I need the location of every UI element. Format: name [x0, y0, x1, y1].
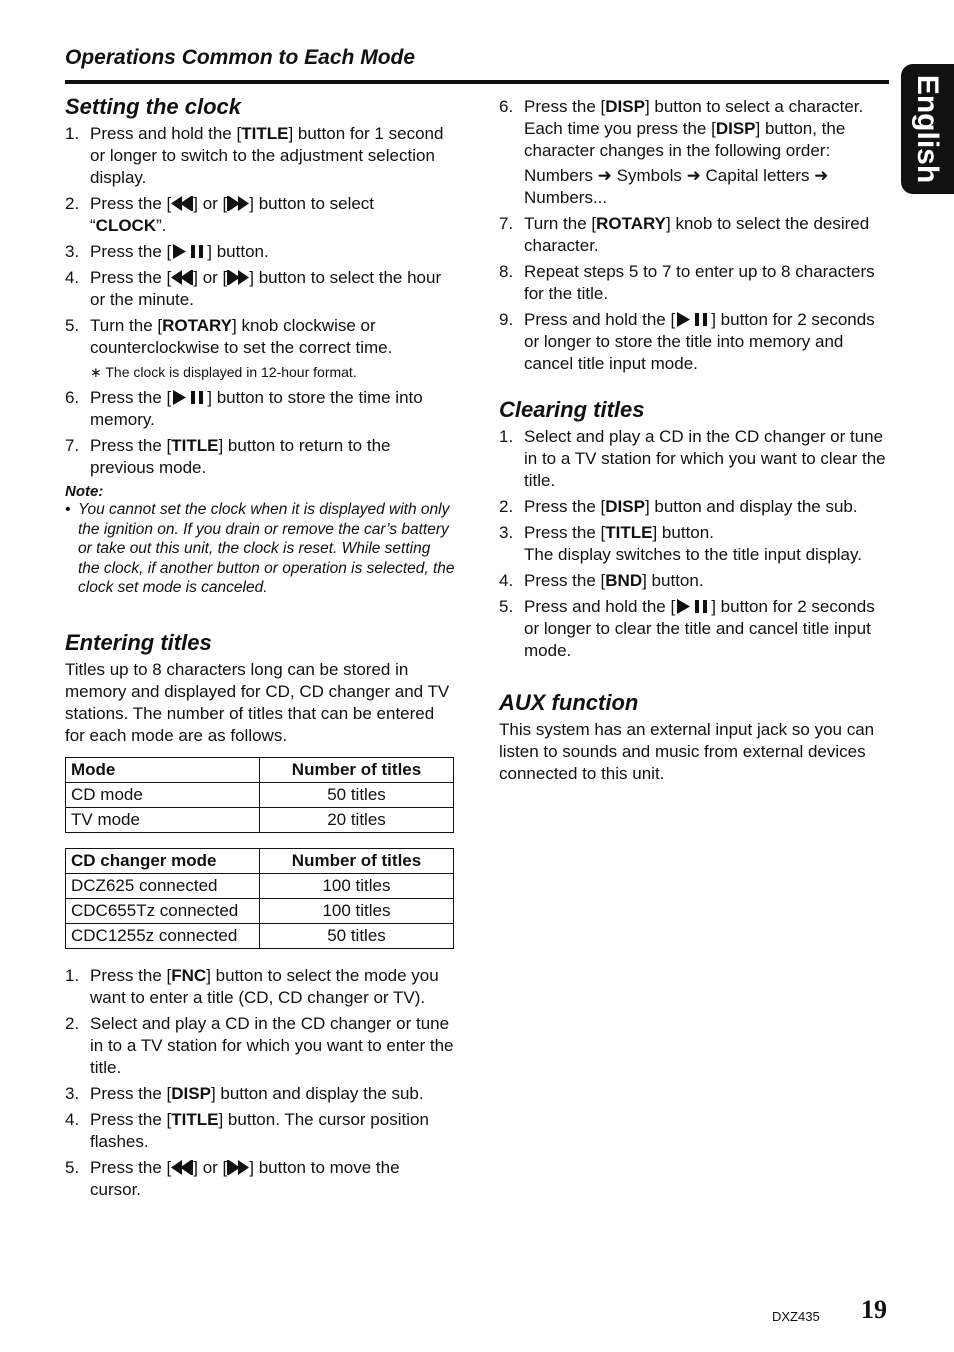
fast-forward-icon — [227, 270, 249, 285]
list-item: 2. Select and play a CD in the CD changer or tune in to a TV station for which you want to enter the title. — [65, 1013, 454, 1077]
clearing-section-title: Clearing titles — [499, 397, 645, 422]
list-item: 2. Press the [DISP] button and display the sub. — [499, 497, 858, 516]
table-row — [66, 923, 454, 948]
rewind-icon — [171, 196, 193, 211]
step-number: 3. — [65, 242, 80, 261]
clearing-steps — [499, 426, 894, 662]
step-number: 1. — [65, 124, 80, 143]
entering-intro: Titles up to 8 characters long can be stored in memory and displayed for CD, CD changer and TV stations. The number of titles that can be entered for each mode are as follows. — [65, 659, 450, 745]
clock-section-title: Setting the clock — [65, 94, 242, 119]
step-number: 5. — [499, 597, 514, 616]
list-item: 7. Press the [TITLE] button to return to the previous mode. — [65, 436, 391, 477]
table-cell: CDC655Tz connected — [66, 898, 260, 923]
list-item: 9. Press and hold the [ ] button for 2 seconds or longer to store the title into memory and cancel title input mode. — [499, 310, 875, 373]
character-order: Numbers ➜ Symbols ➜ Capital letters ➜ Numbers... — [524, 166, 829, 207]
page-header — [65, 46, 889, 84]
step-number: 8. — [499, 262, 514, 281]
list-item: 5. Press and hold the [ ] button for 2 seconds or longer to clear the title and cancel title input mode. — [499, 597, 875, 660]
table-cell: 20 titles — [260, 807, 454, 832]
step-number: 2. — [499, 497, 514, 516]
table-cell: 100 titles — [260, 873, 454, 898]
left-column — [65, 94, 455, 1205]
table-row — [66, 807, 454, 832]
list-item: 1. Select and play a CD in the CD changer or tune in to a TV station for which you want to clear the title. — [499, 427, 886, 490]
step-number: 2. — [65, 1013, 80, 1033]
list-item: 4. Press the [BND] button. — [499, 571, 704, 590]
entering-section-title: Entering titles — [65, 629, 212, 655]
list-item: 8. Repeat steps 5 to 7 to enter up to 8 characters for the title. — [499, 262, 875, 303]
table-row — [66, 782, 454, 807]
fast-forward-icon — [227, 196, 249, 211]
mode-titles-table — [65, 757, 454, 833]
list-item: 3. Press the [ ] button. — [65, 242, 269, 261]
note-title: Note: — [65, 483, 104, 500]
clock-format-note: ∗ The clock is displayed in 12-hour format. — [90, 364, 357, 380]
rewind-icon — [171, 270, 193, 285]
model-number: DXZ435 — [772, 1309, 820, 1324]
list-item: 1. Press the [FNC] button to select the mode you want to enter a title (CD, CD changer or TV). — [65, 965, 439, 1007]
play-pause-icon — [675, 599, 711, 614]
language-tab-label: English — [911, 74, 944, 184]
table-header: CD changer mode — [66, 848, 260, 873]
step-number: 4. — [65, 1109, 80, 1129]
clearing-step-detail: The display switches to the title input display. — [524, 545, 862, 564]
step-number: 5. — [65, 1157, 80, 1177]
language-tab — [901, 64, 954, 194]
table-header-row — [66, 848, 454, 873]
note-text: • You cannot set the clock when it is displayed with only the ignition on. If you drain or remove the car’s battery or take out this unit, the clock is reset. While setting the clock, if another button or operation is selected, the clock set mode is canceled. — [65, 501, 455, 596]
step-number: 7. — [499, 214, 514, 233]
header-title: Operations Common to Each Mode — [65, 46, 416, 69]
bullet: • — [65, 501, 71, 518]
step-number: 3. — [65, 1083, 80, 1103]
table-row — [66, 898, 454, 923]
aux-section-title: AUX function — [499, 690, 639, 715]
step-number: 2. — [65, 194, 80, 213]
step-number: 6. — [65, 388, 80, 407]
list-item: 3. Press the [TITLE] button. The display switches to the title input display. — [499, 522, 894, 566]
step-number: 4. — [65, 268, 80, 287]
entering-steps-continued — [499, 96, 894, 375]
play-pause-icon — [171, 390, 207, 405]
step-number: 7. — [65, 436, 80, 455]
clock-steps — [65, 123, 455, 479]
table-header: Number of titles — [260, 757, 454, 782]
play-pause-icon — [171, 244, 207, 259]
table-cell: 50 titles — [260, 782, 454, 807]
table-cell: CD mode — [66, 782, 260, 807]
play-pause-icon — [675, 312, 711, 327]
list-item: 7. Turn the [ROTARY] knob to select the desired character. — [499, 214, 870, 255]
table-cell: 50 titles — [260, 923, 454, 948]
table-cell: DCZ625 connected — [66, 873, 260, 898]
table-header: Mode — [66, 757, 260, 782]
step-number: 5. — [65, 316, 80, 335]
table-header-row — [66, 757, 454, 782]
list-item: 1. Press and hold the [TITLE] button for 1 second or longer to switch to the adjustment selection display. — [65, 124, 444, 187]
changer-titles-table — [65, 848, 454, 949]
table-header: Number of titles — [260, 848, 454, 873]
list-item: 2. Press the [ ] or [ ] button to select “CLOCK”. — [65, 194, 375, 235]
list-item: 6. Press the [DISP] button to select a character. Each time you press the [DISP] button, the character changes in the following order: Numbers ➜ Symbols ➜ Capital letters ➜ Numbers... — [499, 96, 894, 209]
right-column — [499, 94, 894, 785]
list-item: 6. Press the [ ] button to store the time into memory. — [65, 388, 423, 429]
aux-text: This system has an external input jack so you can listen to sounds and music from external devices connected to this unit. — [499, 720, 875, 783]
list-item: 4. Press the [ ] or [ ] button to select the hour or the minute. — [65, 268, 442, 309]
list-item: 5. Press the [ ] or [ ] button to move the cursor. — [65, 1157, 400, 1199]
step-number: 1. — [65, 965, 80, 985]
page-number: 19 — [861, 1295, 887, 1324]
entering-steps — [65, 965, 455, 1201]
step-number: 1. — [499, 427, 514, 446]
table-cell: TV mode — [66, 807, 260, 832]
step-number: 3. — [499, 523, 514, 542]
table-row — [66, 873, 454, 898]
table-cell: 100 titles — [260, 898, 454, 923]
list-item: 3. Press the [DISP] button and display the sub. — [65, 1083, 424, 1103]
step-number: 9. — [499, 310, 514, 329]
table-cell: CDC1255z connected — [66, 923, 260, 948]
list-item: 5. Turn the [ROTARY] knob clockwise or counterclockwise to set the correct time. ∗ The clock is displayed in 12-hour format. — [65, 315, 455, 383]
list-item: 4. Press the [TITLE] button. The cursor position flashes. — [65, 1109, 429, 1151]
rewind-icon — [171, 1160, 193, 1175]
step-number: 4. — [499, 571, 514, 590]
step-number: 6. — [499, 97, 514, 116]
fast-forward-icon — [227, 1160, 249, 1175]
